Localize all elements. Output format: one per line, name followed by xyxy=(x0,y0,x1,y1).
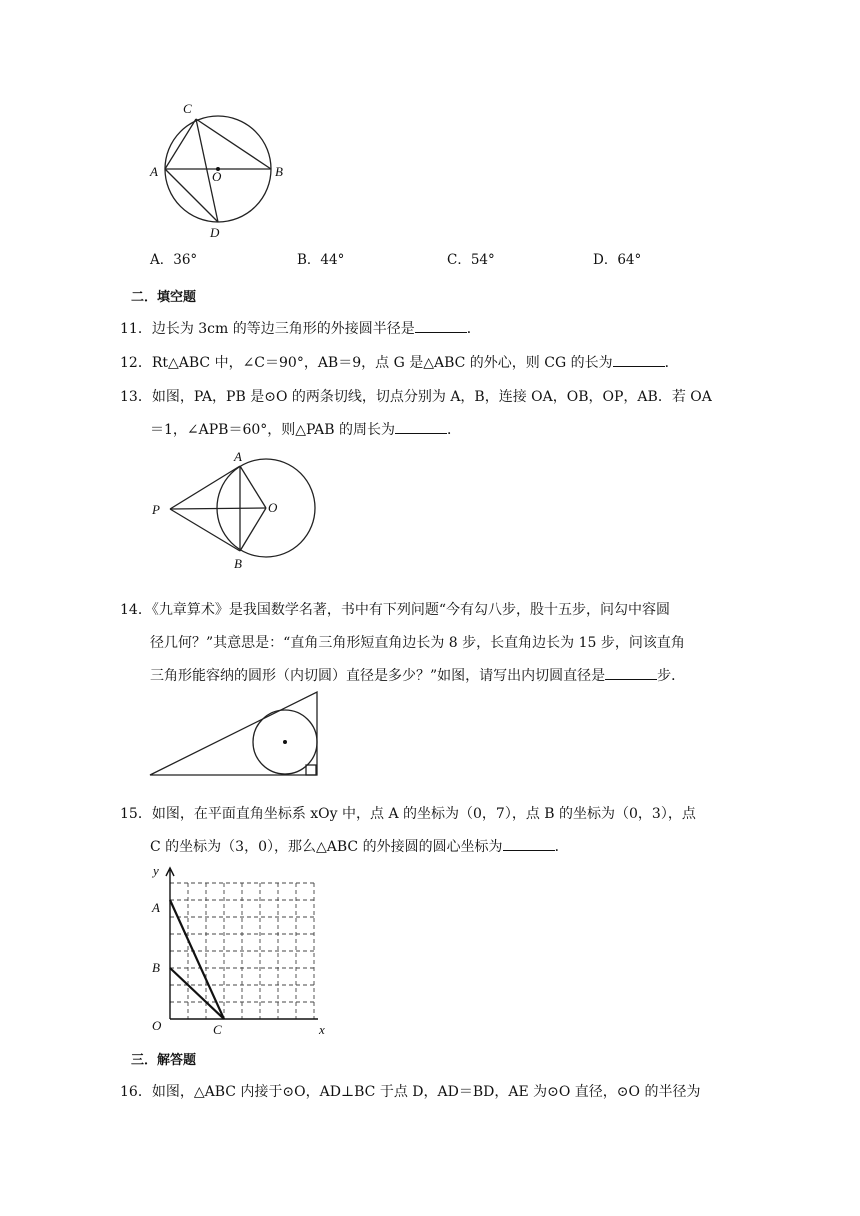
q11-end: ． xyxy=(466,321,481,337)
q15-label-a: A xyxy=(152,900,160,915)
q10-label-c: C xyxy=(183,101,192,116)
q12-text: 12．Rt△ABC 中，∠C＝90°，AB＝9，点 G 是△ABC 的外心，则 CG 的长为 xyxy=(120,355,613,371)
q13-text: ＝1，∠APB＝60°，则△PAB 的周长为 xyxy=(150,422,396,438)
q12-end: ． xyxy=(664,355,679,371)
q10-label-a: A xyxy=(150,164,158,179)
q10-option-a: A．36° xyxy=(150,252,198,268)
q15-label-x: x xyxy=(319,1022,325,1037)
q13-label-o: O xyxy=(268,500,278,515)
q13-label-a: A xyxy=(234,449,242,464)
q13-label-p: P xyxy=(152,502,160,517)
q14-end: 步． xyxy=(657,668,686,684)
q10-label-b: B xyxy=(275,164,283,179)
q13-label-b: B xyxy=(234,556,242,571)
q15-label-y: y xyxy=(153,863,159,878)
q14-text: 三角形能容纳的圆形（内切圆）直径是多少？”如图，请写出内切圆直径是 xyxy=(150,668,606,684)
q10-option-b: B．44° xyxy=(297,252,345,268)
section-answer-title: 三．解答题 xyxy=(131,1053,197,1068)
q14-line-2: 径几何？”其意思是：“直角三角形短直角边长为 8 步，长直角边长为 15 步，问该直角 xyxy=(150,635,685,651)
q15-label-o: O xyxy=(152,1018,162,1033)
q14-line-1: 14．《九章算术》是我国数学名著，书中有下列问题“今有勾八步，股十五步，问勾中容圆 xyxy=(120,602,670,618)
q13-line-1: 13．如图，PA，PB 是⊙O 的两条切线，切点分别为 A，B，连接 OA，OB，OP，AB．若 OA xyxy=(120,389,712,405)
q10-label-d: D xyxy=(210,225,220,240)
q10-option-d: D．64° xyxy=(593,252,642,268)
q10-label-o: O xyxy=(212,169,222,184)
q15-text: C 的坐标为（3，0），那么△ABC 的外接圆的圆心坐标为 xyxy=(150,839,503,855)
q15-line-1: 15．如图，在平面直角坐标系 xOy 中，点 A 的坐标为（0，7），点 B 的坐标为（0，3），点 xyxy=(120,806,696,822)
q15-label-b: B xyxy=(152,960,160,975)
q15-label-c: C xyxy=(213,1022,222,1037)
q15-end: ． xyxy=(554,839,569,855)
section-fill-in-title: 二．填空题 xyxy=(131,290,197,305)
q10-option-c: C．54° xyxy=(447,252,495,268)
q13-end: ． xyxy=(447,422,462,438)
q16-line-1: 16．如图，△ABC 内接于⊙O，AD⊥BC 于点 D，AD＝BD，AE 为⊙O 直径，⊙O 的半径为 xyxy=(120,1084,701,1100)
q11-text: 11．边长为 3cm 的等边三角形的外接圆半径是 xyxy=(120,321,415,337)
